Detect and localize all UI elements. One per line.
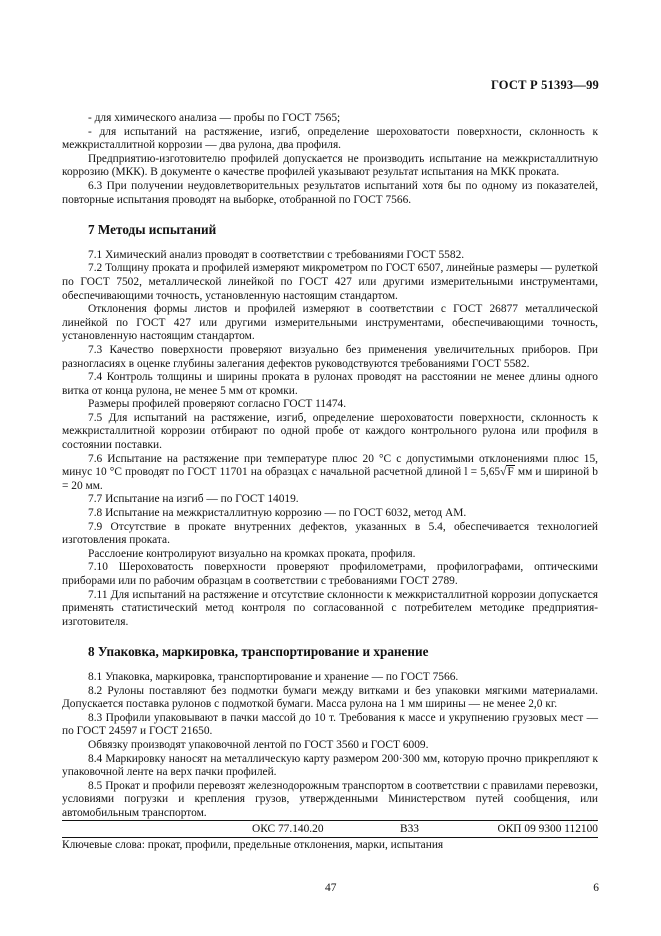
group-code: В33 [400,823,419,835]
section-7 [62,249,598,630]
classification-row [62,823,598,837]
paragraph-text: мм и шириной b = 20 мм. [62,466,598,492]
paragraph: Размеры профилей проверяют согласно ГОСТ 11474. [88,398,347,411]
section-7-heading: 7 Методы испытаний [88,222,217,238]
paragraph: 7.4 Контроль толщины и ширины проката в рулонах проводят на расстоянии не менее длины одного витка от конца рулона, не менее 5 мм от кромки. [62,371,598,397]
paragraph: 7.10 Шероховатость поверхности проверяют профилометрами, профилографами, оптическими приборами или по рабочим образцам в соответствии с требованиями ГОСТ 2789. [62,561,598,587]
formula-root: F [507,466,514,479]
paragraph: 7.3 Качество поверхности проверяют визуально без применения увеличительных приборов. При разногласиях в оценке глубины залегания дефектов руководствуются требованиями ГОСТ 5582. [62,343,598,370]
page-number-center: 47 [325,882,337,894]
paragraph: 8.1 Упаковка, маркировка, транспортирование и хранение — по ГОСТ 7566. [88,670,459,683]
divider [62,820,598,821]
paragraph: Предприятию-изготовителю профилей допускается не производить испытание на межкристаллитную коррозию (МКК). В документе о качестве профилей указывают результат испытания на МКК проката. [62,152,598,179]
paragraph: 7.9 Отсутствие в прокате внутренних дефектов, указанных в 5.4, обеспечивается технологией изготовления проката. [62,520,598,547]
paragraph: - для испытаний на растяжение, изгиб, определение шероховатости поверхности, склонность к межкристаллитной коррозии — два рулона, два профиля. [62,125,598,152]
paragraph: 7.7 Испытание на изгиб — по ГОСТ 14019. [88,493,299,506]
paragraph: 7.11 Для испытаний на растяжение и отсутствие склонности к межкристаллитной коррозии допускается применять статистический метод контроля по согласованной с потребителем методике предприятия-изготовителя. [62,588,598,628]
document-body [62,112,598,821]
okp-code: ОКП 09 9300 112100 [497,823,598,835]
formula-lhs: l = 5,65 [464,466,501,479]
paragraph: 6.3 При получении неудовлетворительных результатов испытаний хотя бы по одному из показателей, повторные испытания проводят на выборке, отобранной по ГОСТ 7566. [62,179,598,206]
section-8-heading: 8 Упаковка, маркировка, транспортирование и хранение [88,644,429,660]
paragraph-7-6 [62,453,598,494]
paragraph: Расслоение контролируют визуально на кромках проката, профиля. [88,547,416,560]
section-6-tail [62,112,598,207]
paragraph: 7.2 Толщину проката и профилей измеряют микрометром по ГОСТ 6507, линейные размеры — рулеткой по ГОСТ 7502, металлической линейкой по ГОСТ 427 или другими измерительными инструментами, обеспечивающими точность, установленную настоящим стандартом. [62,262,598,302]
paragraph: 8.4 Маркировку наносят на металлическую карту размером 200·300 мм, которую прочно прикрепляют к упаковочной ленте на верх пачки профилей. [62,752,598,779]
paragraph: 8.3 Профили упаковывают в пачки массой до 10 т. Требования к массе и укрупнению грузовых мест — по ГОСТ 24597 и ГОСТ 21650. [62,711,598,738]
paragraph: Обвязку производят упаковочной лентой по ГОСТ 3560 и ГОСТ 6009. [88,738,429,751]
paragraph: 8.2 Рулоны поставляют без подмотки бумаги между витками и без упаковки мягкими материалами. Допускается поставка рулонов с подмоткой бумаги. Масса рулона на 1 мм ширины — не менее 2,0 кг. [62,684,598,711]
keywords: Ключевые слова: прокат, профили, предельные отклонения, марки, испытания [62,839,444,851]
document-code-header: ГОСТ Р 51393—99 [490,78,599,92]
section-8 [62,671,598,821]
paragraph-text: 7.6 Испытание на растяжение при температуре плюс 20 °С с допустимыми отклонениями плюс 15, минус 10 °С проводят по ГОСТ 11701 на образцах с начальной расчетной длиной [62,452,598,479]
paragraph: 8.5 Прокат и профили перевозят железнодорожным транспортом в соответствии с правилами перевозки, условиями погрузки и крепления грузов, утвержденными Министерством путей сообщения, или автомобильным транспортом. [62,779,598,819]
paragraph: 7.5 Для испытаний на растяжение, изгиб, определение шероховатости поверхности, склонность к межкристаллитной коррозии отбирают по одной пробе от каждого контрольного рулона или профиля в состоянии поставки. [62,411,598,452]
divider [62,837,598,838]
paragraph: 7.1 Химический анализ проводят в соответствии с требованиями ГОСТ 5582. [88,248,465,261]
paragraph: Отклонения формы листов и профилей измеряют в соответствии с ГОСТ 26877 металлической линейкой по ГОСТ 427 или другими измерительными инструментами, обеспечивающими точность, установленную настоящим стандартом. [62,303,598,343]
sqrt-symbol: √ [500,466,507,479]
oks-code: ОКС 77.140.20 [252,823,324,835]
page-number-right: 6 [593,882,599,894]
paragraph: 7.8 Испытание на межкристаллитную коррозию — по ГОСТ 6032, метод АМ. [88,507,467,520]
paragraph: - для химического анализа — пробы по ГОСТ 7565; [88,112,341,124]
